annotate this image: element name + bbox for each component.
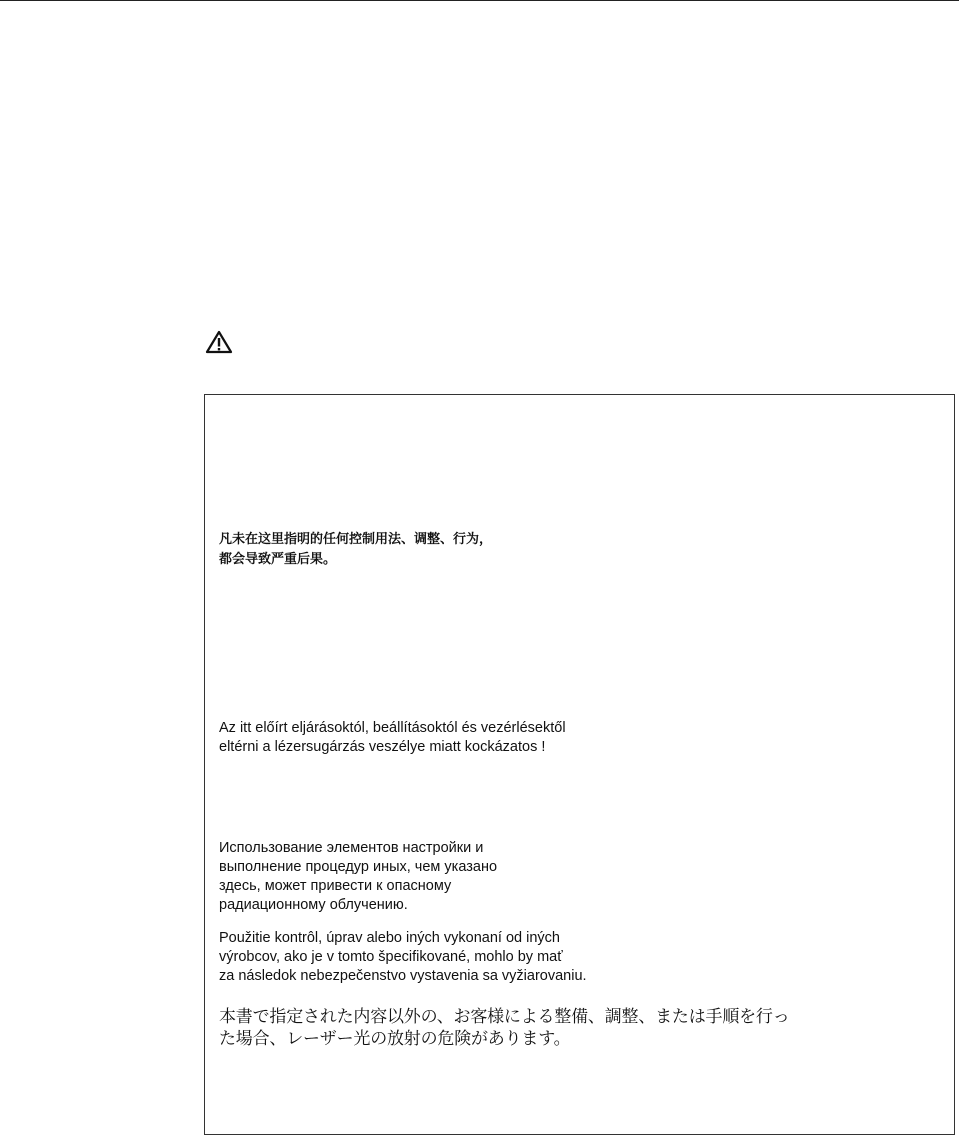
notice-japanese: 本書で指定された内容以外の、お客様による整備、調整、または手順を行っ た場合、レーザー光の放射の危険があります。 (219, 1007, 790, 1049)
notice-chinese: 凡未在这里指明的任何控制用法、调整、行为， 都会导致严重后果。 (219, 532, 493, 567)
laser-caution-box (204, 394, 955, 1135)
notice-hungarian: Az itt előírt eljárásoktól, beállításoktól és vezérlésektől eltérni a lézersugárzás veszélye miatt kockázatos ! (219, 720, 566, 755)
warning-triangle-icon (205, 330, 233, 354)
notice-russian: Использование элементов настройки и выполнение процедур иных, чем указано здесь, может привести к опасному радиационному облучению. (219, 840, 498, 913)
top-rule (0, 0, 959, 1)
notice-slovak: Použitie kontrôl, úprav alebo iných vykonaní od iných výrobcov, ako je v tomto špecifikované, mohlo by mať za následok nebezpečenstvo vystavenia sa vyžiarovaniu. (219, 930, 587, 984)
